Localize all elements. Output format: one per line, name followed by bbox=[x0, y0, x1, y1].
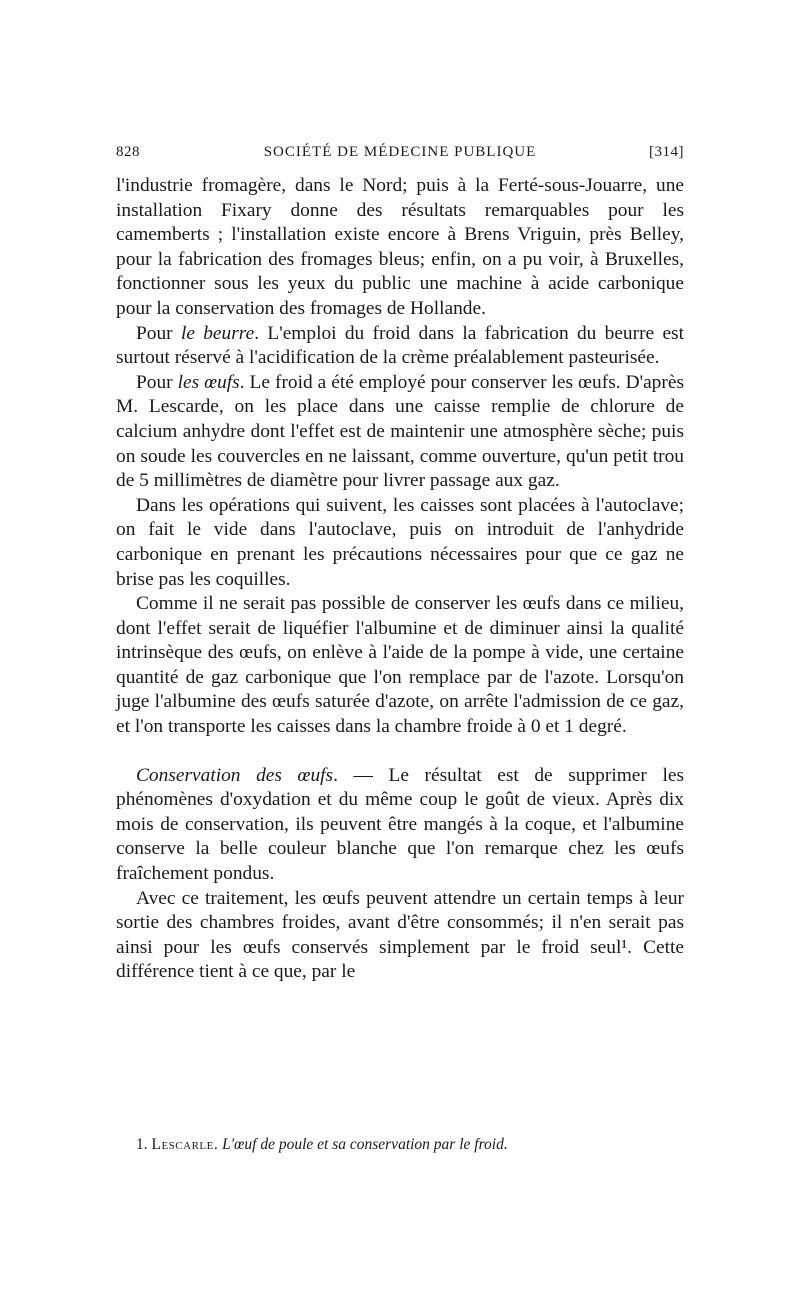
footnote-title: L'œuf de poule et sa conservation par le froid. bbox=[222, 1136, 508, 1153]
paragraph-eggs: Pour les œufs. Le froid a été employé pour conserver les œufs. D'après M. Lescarde, on les place dans une caisse remplie de chlorure de calcium anhydre dont l'effet est de maintenir une atmosphère sèche; puis on soude les couvercles en ne laissant, comme ouverture, qu'un petit trou de 5 millimètres de diamètre pour livrer passage aux gaz. bbox=[116, 371, 684, 492]
running-title: SOCIÉTÉ DE MÉDECINE PUBLIQUE bbox=[263, 144, 537, 160]
paragraph-butter-heading: le beurre bbox=[180, 322, 255, 344]
footnote-marker: 1. bbox=[136, 1136, 148, 1153]
paragraph-butter: Pour le beurre. L'emploi du froid dans la fabrication du beurre est surtout réservé à l'acidification de la crème préalablement pasteurisée. bbox=[116, 322, 684, 369]
paragraph-7: Avec ce traitement, les œufs peuvent attendre un certain temps à leur sortie des chambres froides, avant d'être consommés; il n'en serait pas ainsi pour les œufs conservés simplement par le froid seul¹. Cette différence tient à ce que, par le bbox=[116, 887, 684, 983]
page-header bbox=[116, 144, 684, 168]
body-text bbox=[116, 174, 684, 985]
footnote bbox=[116, 1135, 684, 1155]
section-heading-conservation: Conservation des œufs bbox=[136, 764, 334, 786]
section-number: [314] bbox=[649, 144, 684, 160]
paragraph-4: Dans les opérations qui suivent, les caisses sont placées à l'autoclave; on fait le vide dans l'autoclave, puis on introduit de l'anhydride carbonique en prenant les précautions nécessaires pour que ce gaz ne brise pas les coquilles. bbox=[116, 494, 684, 590]
paragraph-5: Comme il ne serait pas possible de conserver les œufs dans ce milieu, dont l'effet serait de liquéfier l'albumine et de diminuer ainsi la qualité intrinsèque des œufs, on enlève à l'aide de la pompe à vide, une certaine quantité de gaz carbonique que l'on remplace par de l'azote. Lorsqu'on juge l'albumine des œufs saturée d'azote, on arrête l'admission de ce gaz, et l'on transporte les caisses dans la chambre froide à 0 et 1 degré. bbox=[116, 593, 684, 738]
paragraph-1: l'industrie fromagère, dans le Nord; puis à la Ferté-sous-Jouarre, une installation Fixary donne des résultats remarquables pour les camemberts ; l'installation existe encore à Brens Vriguin, près Belley, pour la fabrication des fromages bleus; enfin, on a pu voir, à Bruxelles, fonctionner sous les yeux du public une machine à acide carbonique pour la conservation des fromages de Hollande. bbox=[116, 175, 684, 319]
paragraph-eggs-heading: les œufs bbox=[177, 371, 240, 393]
page-number: 828 bbox=[116, 144, 140, 160]
paragraph-conservation: Conservation des œufs. — Le résultat est de supprimer les phénomènes d'oxydation et du même coup le goût de vieux. Après dix mois de conservation, ils peuvent être mangés à la coque, et l'albumine conserve la belle couleur blanche que l'on remarque chez les œufs fraîchement pondus. bbox=[116, 764, 684, 885]
footnote-author: Lescarle. bbox=[151, 1136, 219, 1153]
